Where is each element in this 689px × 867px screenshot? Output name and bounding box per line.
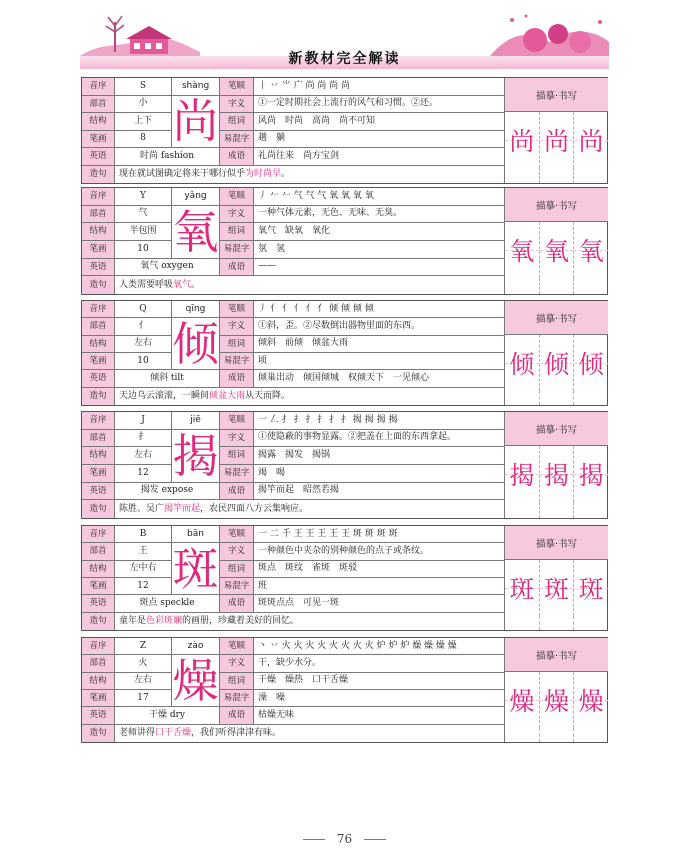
label-confusable: 易混字 — [220, 465, 254, 483]
label-words: 组词 — [220, 561, 254, 578]
pinyin-initial: Q — [115, 301, 172, 318]
sentence-end: ，农民四面八方云集响应。 — [200, 503, 309, 514]
label-strokes-count: 笔画 — [82, 131, 115, 149]
pinyin: bān — [172, 526, 220, 543]
label-pinyin-initial: 音序 — [82, 78, 115, 96]
english: 倾斜 tilt — [115, 370, 220, 387]
sentence-highlight: 为时尚早 — [245, 168, 282, 179]
label-idiom: 成语 — [220, 259, 254, 277]
writing-column — [574, 728, 608, 742]
example-sentence — [115, 725, 505, 742]
idiom: 倾巢出动 倾国倾城 权倾天下 一见倾心 — [254, 370, 505, 387]
tracing-cell — [574, 112, 608, 168]
label-words: 组词 — [220, 447, 254, 465]
pinyin: shàng — [172, 78, 220, 96]
confusable: 竭 喝 — [254, 465, 505, 483]
header-title: 新教材完全解读 — [288, 51, 401, 67]
tracing-cell — [505, 446, 540, 502]
label-meaning: 字义 — [220, 318, 254, 335]
tracing-character: 燥 — [578, 687, 604, 716]
structure: 半包围 — [115, 223, 172, 241]
example-sentence — [115, 613, 505, 630]
label-english: 英语 — [82, 483, 115, 501]
idiom: —— — [254, 259, 505, 277]
stroke-order: 丶 丷 火 火 火 火 火 火 火 火 炉 炉 炉 燥 燥 燥 燥 — [254, 638, 505, 655]
label-meaning: 字义 — [220, 543, 254, 560]
label-confusable: 易混字 — [220, 131, 254, 149]
confusable: 澡 噪 — [254, 690, 505, 707]
label-english: 英语 — [82, 595, 115, 612]
sentence-start: 现在就试图确定将来干哪行似乎 — [119, 168, 246, 179]
tracing-cell — [574, 222, 608, 278]
sentence-start: 老师讲得 — [119, 727, 156, 738]
label-stroke-order: 笔顺 — [220, 638, 254, 655]
label-idiom: 成语 — [220, 370, 254, 387]
sentence-end: ，我们听得津津有味。 — [191, 727, 282, 738]
label-pinyin-initial: 音序 — [82, 301, 115, 318]
confusable: 氛 氢 — [254, 241, 505, 259]
label-meaning: 字义 — [220, 96, 254, 114]
writing-columns — [505, 391, 608, 405]
label-idiom: 成语 — [220, 595, 254, 612]
label-words: 组词 — [220, 223, 254, 241]
tracing-cell — [574, 672, 608, 728]
writing-column — [540, 616, 575, 630]
label-english: 英语 — [82, 370, 115, 387]
english: 氧气 oxygen — [115, 259, 220, 277]
label-sentence: 造句 — [82, 166, 115, 184]
footer-rule-right — [364, 839, 386, 840]
label-english: 英语 — [82, 707, 115, 724]
label-meaning: 字义 — [220, 430, 254, 448]
idiom: 礼尚往来 尚方宝剑 — [254, 148, 505, 166]
label-meaning: 字义 — [220, 655, 254, 672]
footer-rule-left — [303, 839, 325, 840]
stroke-order: 丨 丷 ⺌ 广 尚 尚 尚 尚 — [254, 78, 505, 96]
practice-header: 描摹·书写 — [505, 638, 608, 672]
tracing-cell — [505, 560, 540, 616]
label-words: 组词 — [220, 113, 254, 131]
pinyin: yǎng — [172, 188, 220, 206]
writing-column — [505, 391, 540, 405]
meaning: 干，缺少水分。 — [254, 655, 505, 672]
label-structure: 结构 — [82, 223, 115, 241]
radical: 气 — [115, 206, 172, 224]
label-strokes-count: 笔画 — [82, 241, 115, 259]
writing-column — [540, 728, 575, 742]
sentence-start: 陈胜、吴广 — [119, 503, 165, 514]
tracing-cell — [574, 335, 608, 391]
example-sentence — [115, 166, 505, 184]
english: 干燥 dry — [115, 707, 220, 724]
english: 时尚 fashion — [115, 148, 220, 166]
sentence-end: 。 — [191, 279, 201, 290]
character-card — [81, 411, 608, 519]
tracing-row — [505, 222, 608, 278]
sentence-highlight: 揭竿而起 — [164, 503, 201, 514]
label-sentence: 造句 — [82, 725, 115, 742]
tracing-character: 燥 — [544, 687, 570, 716]
pinyin-initial: Y — [115, 188, 172, 206]
stroke-order: 一 二 千 王 王 王 王 王 斑 斑 斑 斑 — [254, 526, 505, 543]
tracing-character: 斑 — [544, 575, 570, 604]
confusable: 趟 躺 — [254, 131, 505, 149]
label-structure: 结构 — [82, 561, 115, 578]
writing-column — [540, 502, 575, 518]
label-structure: 结构 — [82, 336, 115, 353]
english: 揭发 expose — [115, 483, 220, 501]
label-words: 组词 — [220, 336, 254, 353]
label-structure: 结构 — [82, 113, 115, 131]
tracing-character: 尚 — [544, 127, 570, 156]
strokes-count: 8 — [115, 131, 172, 149]
radical: 亻 — [115, 318, 172, 335]
sentence-end: 从天而降。 — [245, 390, 291, 401]
writing-column — [505, 728, 540, 742]
writing-column — [574, 391, 608, 405]
sentence-start: 人类需要呼吸 — [119, 279, 174, 290]
radical: 王 — [115, 543, 172, 560]
tracing-character: 倾 — [544, 350, 570, 379]
tracing-cell — [540, 112, 575, 168]
tracing-cell — [505, 222, 540, 278]
pinyin-initial: Z — [115, 638, 172, 655]
tracing-character: 尚 — [509, 127, 535, 156]
tracing-character: 氧 — [509, 237, 535, 266]
tracing-character: 燥 — [509, 687, 535, 716]
label-stroke-order: 笔顺 — [220, 188, 254, 206]
main-character: 倾 — [172, 318, 219, 371]
writing-column — [574, 168, 608, 183]
writing-column — [505, 616, 540, 630]
tracing-row — [505, 112, 608, 168]
writing-column — [574, 616, 608, 630]
confusable: 班 — [254, 578, 505, 595]
label-structure: 结构 — [82, 673, 115, 690]
label-pinyin-initial: 音序 — [82, 638, 115, 655]
stroke-order: 丿 亻 亻 亻 亻 亻 倾 倾 倾 倾 — [254, 301, 505, 318]
structure: 上下 — [115, 113, 172, 131]
tracing-cell — [540, 446, 575, 502]
english: 斑点 speckle — [115, 595, 220, 612]
tracing-cell — [505, 672, 540, 728]
label-confusable: 易混字 — [220, 578, 254, 595]
meaning: ①斜，歪。②尽数倒出器物里面的东西。 — [254, 318, 505, 335]
tracing-character: 尚 — [578, 127, 604, 156]
practice-area — [505, 78, 608, 183]
label-structure: 结构 — [82, 447, 115, 465]
writing-column — [505, 168, 540, 183]
radical: 火 — [115, 655, 172, 672]
label-idiom: 成语 — [220, 707, 254, 724]
page-footer — [0, 832, 689, 846]
main-character: 斑 — [172, 543, 219, 596]
strokes-count: 12 — [115, 578, 172, 595]
pinyin-initial: J — [115, 412, 172, 430]
writing-columns — [505, 278, 608, 294]
words: 倾斜 前倾 倾盆大雨 — [254, 336, 505, 353]
writing-column — [540, 278, 575, 294]
label-sentence: 造句 — [82, 276, 115, 294]
label-radical: 部首 — [82, 543, 115, 560]
practice-area — [505, 188, 608, 294]
tracing-character: 揭 — [509, 461, 535, 490]
writing-column — [574, 278, 608, 294]
structure: 左右 — [115, 673, 172, 690]
sentence-highlight: 口干舌燥 — [155, 727, 192, 738]
tracing-character: 揭 — [544, 461, 570, 490]
pinyin: jiē — [172, 412, 220, 430]
character-card — [81, 300, 608, 406]
label-idiom: 成语 — [220, 483, 254, 501]
structure: 左中右 — [115, 561, 172, 578]
practice-area — [505, 412, 608, 518]
character-card — [81, 637, 608, 743]
sentence-end: 的画册，珍藏着美好的回忆。 — [182, 615, 300, 626]
words: 揭露 揭发 揭锅 — [254, 447, 505, 465]
pinyin-initial: B — [115, 526, 172, 543]
label-english: 英语 — [82, 259, 115, 277]
label-confusable: 易混字 — [220, 353, 254, 370]
tracing-character: 倾 — [509, 350, 535, 379]
example-sentence — [115, 276, 505, 294]
label-pinyin-initial: 音序 — [82, 188, 115, 206]
tracing-row — [505, 560, 608, 616]
strokes-count: 17 — [115, 690, 172, 707]
tracing-character: 揭 — [578, 461, 604, 490]
card-info-grid — [82, 301, 505, 405]
label-stroke-order: 笔顺 — [220, 412, 254, 430]
practice-header: 描摹·书写 — [505, 301, 608, 335]
sentence-highlight: 氧气 — [173, 279, 192, 290]
sentence-start: 天边乌云滚滚，一瞬间 — [119, 390, 210, 401]
label-pinyin-initial: 音序 — [82, 412, 115, 430]
writing-columns — [505, 616, 608, 630]
label-sentence: 造句 — [82, 388, 115, 405]
page-header — [80, 12, 609, 70]
writing-column — [505, 502, 540, 518]
meaning: 一种气体元素，无色、无味、无臭。 — [254, 206, 505, 224]
label-radical: 部首 — [82, 206, 115, 224]
meaning: ①使隐蔽的事物显露。②把盖在上面的东西拿起。 — [254, 430, 505, 448]
main-character: 氧 — [172, 205, 219, 259]
example-sentence — [115, 500, 505, 518]
tracing-cell — [574, 560, 608, 616]
practice-area — [505, 526, 608, 630]
writing-columns — [505, 168, 608, 183]
pinyin: qīng — [172, 301, 220, 318]
label-confusable: 易混字 — [220, 241, 254, 259]
practice-area — [505, 301, 608, 405]
card-info-grid — [82, 78, 505, 183]
label-confusable: 易混字 — [220, 690, 254, 707]
card-info-grid — [82, 638, 505, 742]
sentence-start: 童年是 — [119, 615, 147, 626]
card-info-grid — [82, 412, 505, 518]
strokes-count: 10 — [115, 353, 172, 370]
practice-header: 描摹·书写 — [505, 412, 608, 446]
label-idiom: 成语 — [220, 148, 254, 166]
label-pinyin-initial: 音序 — [82, 526, 115, 543]
tracing-row — [505, 335, 608, 391]
stroke-order: 一 𠃋 扌 扌 扌 扌 扌 扌 揭 揭 揭 揭 — [254, 412, 505, 430]
label-strokes-count: 笔画 — [82, 690, 115, 707]
tracing-row — [505, 446, 608, 502]
tracing-cell — [505, 112, 540, 168]
label-sentence: 造句 — [82, 500, 115, 518]
stroke-order: 丿 𠂉 𠂉 气 气 气 氧 氧 氧 氧 — [254, 188, 505, 206]
sentence-highlight: 倾盆大雨 — [209, 390, 246, 401]
pinyin-initial: S — [115, 78, 172, 96]
strokes-count: 10 — [115, 241, 172, 259]
label-meaning: 字义 — [220, 206, 254, 224]
label-radical: 部首 — [82, 655, 115, 672]
page-number: 76 — [336, 832, 353, 846]
radical: 扌 — [115, 430, 172, 448]
label-words: 组词 — [220, 673, 254, 690]
writing-columns — [505, 728, 608, 742]
words: 风尚 时尚 高尚 尚不可知 — [254, 113, 505, 131]
writing-column — [540, 168, 575, 183]
idiom: 斑斑点点 可见一斑 — [254, 595, 505, 612]
label-strokes-count: 笔画 — [82, 578, 115, 595]
label-sentence: 造句 — [82, 613, 115, 630]
practice-area — [505, 638, 608, 742]
words: 干燥 燥热 口干舌燥 — [254, 673, 505, 690]
pinyin: zào — [172, 638, 220, 655]
label-stroke-order: 笔顺 — [220, 301, 254, 318]
label-stroke-order: 笔顺 — [220, 526, 254, 543]
example-sentence — [115, 388, 505, 405]
character-card — [81, 187, 608, 295]
main-character: 尚 — [172, 95, 219, 148]
tracing-cell — [540, 672, 575, 728]
strokes-count: 12 — [115, 465, 172, 483]
structure: 左右 — [115, 447, 172, 465]
label-radical: 部首 — [82, 96, 115, 114]
writing-column — [505, 278, 540, 294]
idiom: 揭竿而起 昭然若揭 — [254, 483, 505, 501]
writing-columns — [505, 502, 608, 518]
main-character: 燥 — [172, 655, 219, 708]
label-strokes-count: 笔画 — [82, 353, 115, 370]
idiom: 枯燥无味 — [254, 707, 505, 724]
sentence-end: 。 — [281, 168, 291, 179]
practice-header: 描摹·书写 — [505, 78, 608, 112]
writing-column — [540, 391, 575, 405]
structure: 左右 — [115, 336, 172, 353]
tracing-cell — [540, 222, 575, 278]
sentence-highlight: 色彩斑斓 — [146, 615, 183, 626]
tracing-character: 氧 — [578, 237, 604, 266]
tracing-row — [505, 672, 608, 728]
card-info-grid — [82, 526, 505, 630]
meaning: 一种颜色中夹杂的别种颜色的点子或条纹。 — [254, 543, 505, 560]
writing-column — [574, 502, 608, 518]
confusable: 顷 — [254, 353, 505, 370]
tracing-cell — [540, 335, 575, 391]
practice-header: 描摹·书写 — [505, 188, 608, 222]
label-english: 英语 — [82, 148, 115, 166]
meaning: ①一定时期社会上流行的风气和习惯。②还。 — [254, 96, 505, 114]
tracing-cell — [505, 335, 540, 391]
words: 斑点 斑纹 雀斑 斑驳 — [254, 561, 505, 578]
tracing-character: 氧 — [544, 237, 570, 266]
label-radical: 部首 — [82, 430, 115, 448]
card-info-grid — [82, 188, 505, 294]
tracing-cell — [574, 446, 608, 502]
tracing-character: 斑 — [578, 575, 604, 604]
label-strokes-count: 笔画 — [82, 465, 115, 483]
practice-header: 描摹·书写 — [505, 526, 608, 560]
tracing-character: 斑 — [509, 575, 535, 604]
tracing-cell — [540, 560, 575, 616]
words: 氧气 缺氧 氧化 — [254, 223, 505, 241]
label-stroke-order: 笔顺 — [220, 78, 254, 96]
main-character: 揭 — [172, 429, 219, 483]
label-radical: 部首 — [82, 318, 115, 335]
character-card — [81, 525, 608, 631]
character-card — [81, 77, 608, 184]
tracing-character: 倾 — [578, 350, 604, 379]
radical: 小 — [115, 96, 172, 114]
